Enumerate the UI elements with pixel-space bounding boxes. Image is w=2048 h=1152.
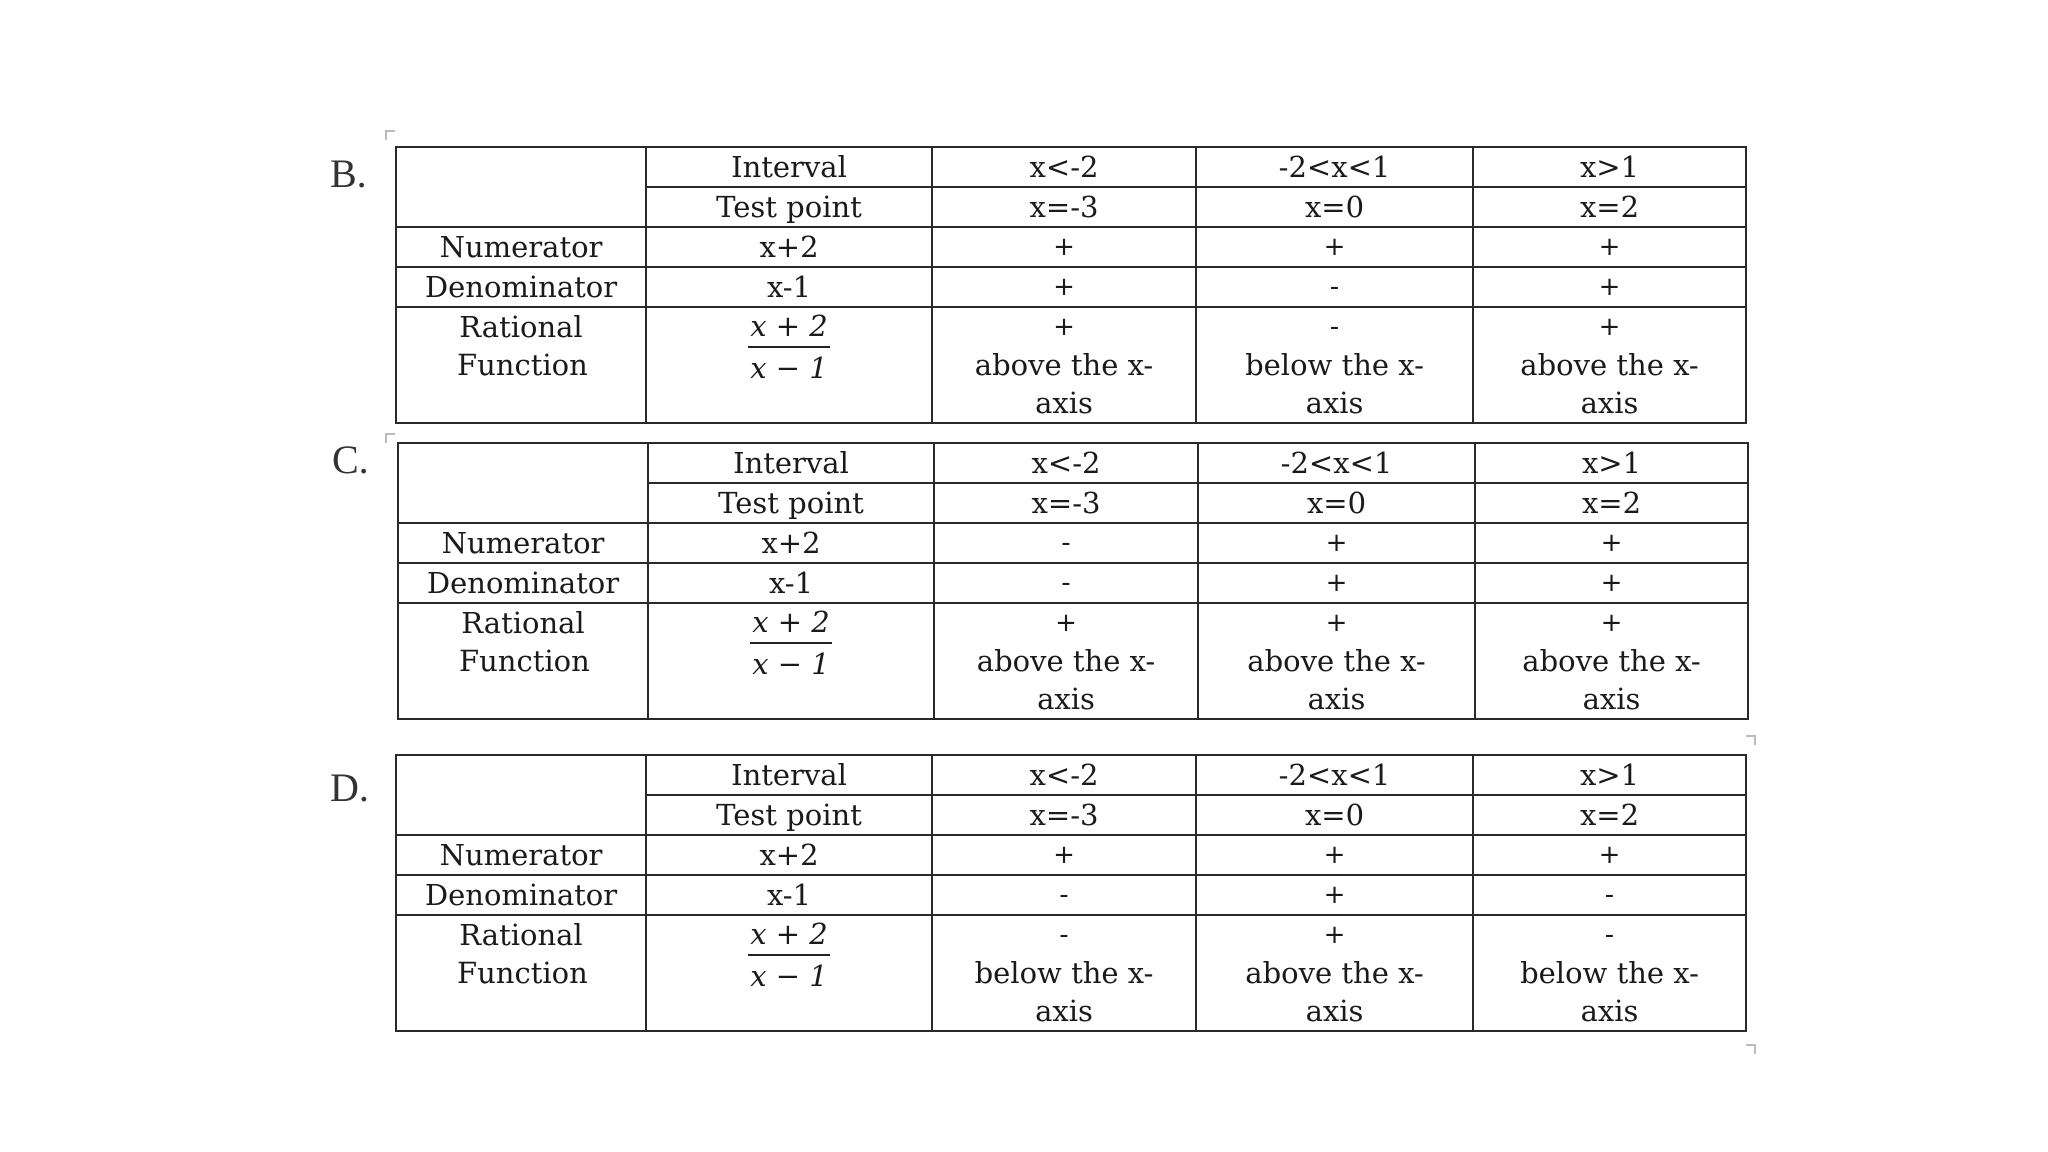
position-text: below the x-axis — [1520, 956, 1699, 1028]
test-point-header: Test point — [646, 795, 932, 835]
interval-cell: x<-2 — [932, 755, 1196, 795]
sign-cell: + — [1196, 835, 1473, 875]
numerator-label: Numerator — [398, 523, 648, 563]
numerator-row — [396, 227, 1746, 267]
denominator-expr: x-1 — [646, 267, 932, 307]
rational-sign: - — [1059, 920, 1069, 950]
rational-label-text: Rational Function — [457, 310, 588, 382]
blank-header-cell — [396, 147, 646, 227]
test-point-header: Test point — [646, 187, 932, 227]
rational-label-text: Rational Function — [457, 918, 588, 990]
rational-result-cell — [1473, 307, 1746, 423]
fraction — [750, 604, 832, 682]
fraction-numerator: x + 2 — [750, 309, 828, 343]
rational-label — [396, 307, 646, 423]
rational-sign: - — [1329, 312, 1340, 342]
test-point-cell: x=2 — [1473, 187, 1746, 227]
fraction-bar — [748, 346, 830, 348]
rational-sign: + — [1598, 312, 1621, 342]
position-text: above the x-axis — [1520, 348, 1699, 420]
numerator-expr: x+2 — [646, 835, 932, 875]
denominator-row — [398, 563, 1748, 603]
sign-cell: + — [932, 227, 1196, 267]
sign-cell: + — [1473, 227, 1746, 267]
sign-cell: + — [1475, 563, 1748, 603]
table-corner-mark — [1746, 1044, 1756, 1054]
interval-header: Interval — [646, 755, 932, 795]
test-point-header: Test point — [648, 483, 934, 523]
rational-sign: + — [1600, 608, 1623, 638]
option-label: C. — [332, 437, 369, 482]
sign-cell: + — [1198, 563, 1475, 603]
test-point-cell: x=-3 — [934, 483, 1198, 523]
position-text: below the x-axis — [1245, 348, 1424, 420]
rational-result-cell — [934, 603, 1198, 719]
interval-cell: -2<x<1 — [1198, 443, 1475, 483]
test-point-cell: x=0 — [1196, 187, 1473, 227]
denominator-row — [396, 267, 1746, 307]
denominator-expr: x-1 — [648, 563, 934, 603]
numerator-expr: x+2 — [646, 227, 932, 267]
sign-cell: - — [1196, 267, 1473, 307]
fraction-denominator: x − 1 — [750, 959, 828, 993]
rational-sign: + — [1055, 608, 1077, 638]
rational-result-cell — [1196, 307, 1473, 423]
rational-result-cell — [932, 915, 1196, 1031]
fraction — [748, 916, 830, 994]
test-point-cell: x=2 — [1473, 795, 1746, 835]
fraction-bar — [748, 954, 830, 956]
fraction-bar — [750, 642, 832, 644]
table-corner-mark — [1746, 735, 1756, 745]
interval-cell: -2<x<1 — [1196, 755, 1473, 795]
interval-cell: x>1 — [1473, 755, 1746, 795]
denominator-label: Denominator — [398, 563, 648, 603]
denominator-expr: x-1 — [646, 875, 932, 915]
rational-result-cell — [1473, 915, 1746, 1031]
position-text: above the x-axis — [976, 644, 1156, 716]
rational-result-cell — [1198, 603, 1475, 719]
test-point-cell: x=-3 — [932, 187, 1196, 227]
table-corner-mark — [385, 433, 395, 443]
position-text: above the x-axis — [1247, 644, 1426, 716]
position-text: above the x-axis — [1245, 956, 1424, 1028]
numerator-row — [398, 523, 1748, 563]
option-d — [330, 754, 1747, 1032]
rational-label-text: Rational Function — [459, 606, 590, 678]
fraction-denominator: x − 1 — [752, 647, 830, 681]
sign-cell: + — [1473, 835, 1746, 875]
interval-header: Interval — [648, 443, 934, 483]
fraction-numerator: x + 2 — [752, 605, 830, 639]
fraction-cell — [646, 915, 932, 1031]
interval-row — [396, 755, 1746, 795]
option-label: B. — [330, 151, 367, 196]
rational-label — [396, 915, 646, 1031]
rational-row — [398, 603, 1748, 719]
fraction-cell — [646, 307, 932, 423]
option-label: D. — [330, 765, 369, 810]
sign-cell: + — [932, 267, 1196, 307]
numerator-label: Numerator — [396, 835, 646, 875]
sign-cell: - — [1473, 875, 1746, 915]
fraction — [748, 308, 830, 386]
rational-result-cell — [932, 307, 1196, 423]
position-text: above the x-axis — [1522, 644, 1701, 716]
test-point-cell: x=0 — [1198, 483, 1475, 523]
fraction-numerator: x + 2 — [750, 917, 828, 951]
rational-row — [396, 915, 1746, 1031]
rational-result-cell — [1196, 915, 1473, 1031]
sign-cell: + — [1473, 267, 1746, 307]
blank-header-cell — [398, 443, 648, 523]
interval-cell: -2<x<1 — [1196, 147, 1473, 187]
interval-header: Interval — [646, 147, 932, 187]
fraction-cell — [648, 603, 934, 719]
denominator-label: Denominator — [396, 267, 646, 307]
sign-cell: + — [1196, 227, 1473, 267]
interval-cell: x>1 — [1473, 147, 1746, 187]
rational-result-cell — [1475, 603, 1748, 719]
rational-sign: - — [1604, 920, 1615, 950]
sign-cell: + — [932, 835, 1196, 875]
sign-cell: - — [932, 875, 1196, 915]
position-text: below the x-axis — [974, 956, 1154, 1028]
sign-cell: + — [1196, 875, 1473, 915]
rational-row — [396, 307, 1746, 423]
position-text: above the x-axis — [974, 348, 1154, 420]
blank-header-cell — [396, 755, 646, 835]
rational-sign: + — [1323, 920, 1346, 950]
sign-cell: - — [934, 563, 1198, 603]
numerator-label: Numerator — [396, 227, 646, 267]
option-b — [330, 146, 1747, 424]
interval-row — [398, 443, 1748, 483]
sign-table — [397, 442, 1749, 720]
interval-row — [396, 147, 1746, 187]
denominator-label: Denominator — [396, 875, 646, 915]
table-corner-mark — [385, 130, 395, 140]
sign-cell: + — [1475, 523, 1748, 563]
sign-cell: + — [1198, 523, 1475, 563]
interval-cell: x>1 — [1475, 443, 1748, 483]
numerator-row — [396, 835, 1746, 875]
test-point-cell: x=-3 — [932, 795, 1196, 835]
rational-label — [398, 603, 648, 719]
test-point-cell: x=0 — [1196, 795, 1473, 835]
rational-sign: + — [1053, 312, 1075, 342]
interval-cell: x<-2 — [932, 147, 1196, 187]
sign-cell: - — [934, 523, 1198, 563]
sign-table — [395, 754, 1747, 1032]
option-c — [332, 437, 1749, 720]
sign-table — [395, 146, 1747, 424]
interval-cell: x<-2 — [934, 443, 1198, 483]
test-point-cell: x=2 — [1475, 483, 1748, 523]
rational-sign: + — [1325, 608, 1348, 638]
fraction-denominator: x − 1 — [750, 351, 828, 385]
numerator-expr: x+2 — [648, 523, 934, 563]
denominator-row — [396, 875, 1746, 915]
